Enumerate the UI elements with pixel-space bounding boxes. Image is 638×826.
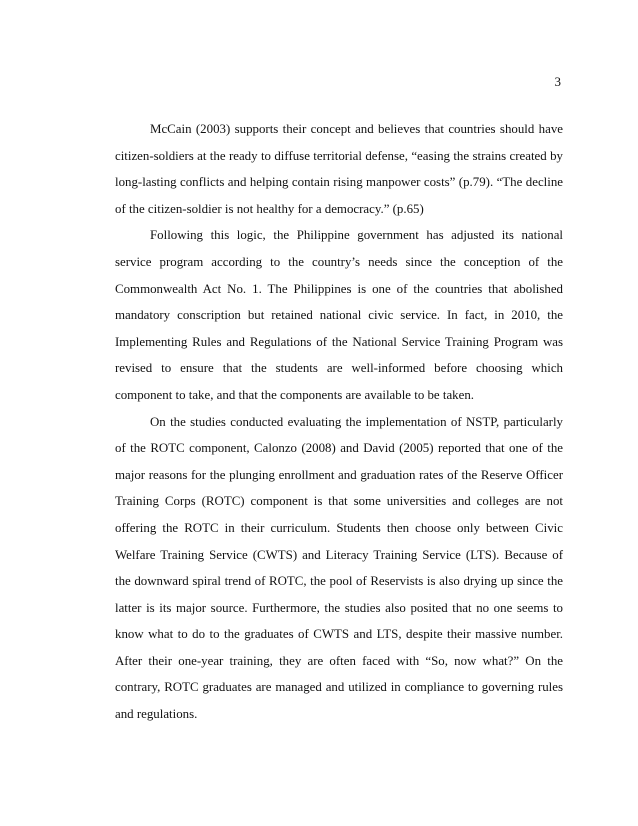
body-text [115,116,563,728]
paragraph-nstp-studies: On the studies conducted evaluating the implementation of NSTP, particularly of the ROTC component, Calonzo (2008) and David (2005) reported that one of the major reasons for the plunging enrollment and graduation rates of the Reserve Officer Training Corps (ROTC) component is that some universities and colleges are not offering the ROTC in their curriculum. Students then choose only between Civic Welfare Training Service (CWTS) and Literacy Training Service (LTS). Because of the downward spiral trend of ROTC, the pool of Reservists is also drying up since the latter is its major source. Furthermore, the studies also posited that no one seems to know what to do to the graduates of CWTS and LTS, despite their massive number. After their one-year training, they are often faced with “So, now what?” On the contrary, ROTC graduates are managed and utilized in compliance to governing rules and regulations. [115,414,563,722]
paragraph-mccain: McCain (2003) supports their concept and believes that countries should have citizen-soldiers at the ready to diffuse territorial defense, “easing the strains created by long-lasting conflicts and helping contain rising manpower costs” (p.79). “The decline of the citizen-soldier is not healthy for a democracy.” (p.65) [115,122,563,216]
page-number: 3 [554,74,561,89]
paragraph-philippine-government: Following this logic, the Philippine government has adjusted its national service program according to the country’s needs since the conception of the Commonwealth Act No. 1. The Philippines is one of the countries that abolished mandatory conscription but retained national civic service. In fact, in 2010, the Implementing Rules and Regulations of the National Service Training Program was revised to ensure that the students are well-informed before choosing which component to take, and that the components are available to be taken. [115,228,563,402]
